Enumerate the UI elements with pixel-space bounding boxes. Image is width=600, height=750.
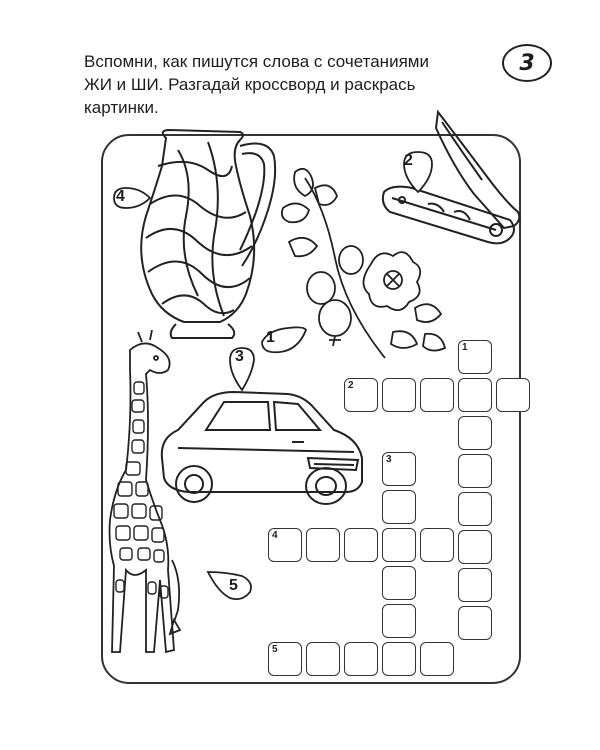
crossword-cell[interactable] — [458, 568, 492, 602]
clue-number-knife: 2 — [404, 152, 413, 169]
clue-tag-knife — [396, 148, 440, 192]
crossword-cell[interactable] — [268, 528, 302, 562]
word-4-number: 4 — [272, 530, 278, 541]
clue-tag-jug — [108, 180, 152, 224]
clue-number-jug: 4 — [116, 188, 125, 205]
instructions-line-3: картинки. — [84, 98, 159, 117]
crossword-cell[interactable] — [458, 416, 492, 450]
crossword-cell[interactable] — [344, 528, 378, 562]
crossword-cell[interactable] — [382, 490, 416, 524]
jug-picture — [128, 126, 278, 341]
crossword-cell[interactable] — [306, 528, 340, 562]
crossword-cell[interactable] — [458, 454, 492, 488]
crossword-cell[interactable] — [382, 528, 416, 562]
clue-tag-giraffe — [206, 568, 250, 612]
crossword-cell[interactable] — [382, 642, 416, 676]
crossword-cell[interactable] — [458, 606, 492, 640]
clue-number-car: 3 — [235, 348, 244, 365]
word-3-number: 3 — [386, 454, 392, 465]
page-number: 3 — [519, 50, 535, 76]
crossword-cell[interactable] — [458, 530, 492, 564]
page-number-badge — [502, 44, 552, 82]
word-2-number: 2 — [348, 380, 354, 391]
crossword-cell[interactable] — [382, 566, 416, 600]
crossword-cell[interactable] — [458, 492, 492, 526]
car-picture — [158, 388, 368, 508]
word-5-number: 5 — [272, 644, 278, 655]
crossword-cell[interactable] — [382, 378, 416, 412]
crossword-cell[interactable] — [344, 378, 378, 412]
crossword-cell[interactable] — [496, 378, 530, 412]
crossword-cell[interactable] — [420, 528, 454, 562]
crossword-cell[interactable] — [382, 452, 416, 486]
clue-number-giraffe: 5 — [229, 577, 238, 594]
crossword-cell[interactable] — [420, 642, 454, 676]
instructions-line-1: Вспомни, как пишутся слова с сочетаниями — [84, 52, 429, 71]
instructions-line-2: ЖИ и ШИ. Разгадай кроссворд и раскрась — [84, 75, 416, 94]
clue-number-rosehip: 1 — [266, 329, 275, 346]
word-1-number: 1 — [462, 342, 468, 353]
crossword-cell[interactable] — [306, 642, 340, 676]
crossword-cell[interactable] — [344, 642, 378, 676]
crossword-cell[interactable] — [420, 378, 454, 412]
crossword-cell[interactable] — [382, 604, 416, 638]
crossword-cell[interactable] — [458, 340, 492, 374]
crossword-cell[interactable] — [458, 378, 492, 412]
clue-tag-car — [222, 344, 266, 388]
crossword-cell[interactable] — [268, 642, 302, 676]
